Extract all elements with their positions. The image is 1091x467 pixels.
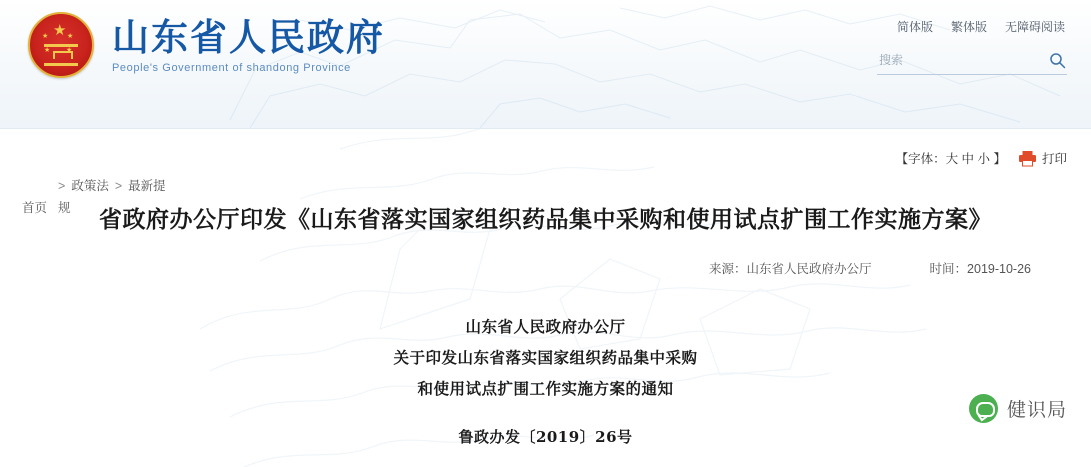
site-title-en: People's Government of shandong Province [112, 62, 351, 75]
search-box[interactable] [877, 46, 1067, 75]
site-brand[interactable] [28, 12, 385, 78]
breadcrumb [22, 175, 192, 215]
link-traditional[interactable]: 繁体版 [950, 20, 987, 34]
link-simplified[interactable]: 简体版 [896, 20, 933, 34]
printer-icon[interactable] [1018, 150, 1037, 167]
article-meta [709, 259, 1031, 277]
breadcrumb-item-policy[interactable]: 政策法 [71, 179, 109, 193]
search-icon[interactable] [1047, 50, 1067, 70]
breadcrumb-item-tail: 规 [58, 201, 71, 215]
emblem-star-3: ★ [44, 47, 51, 54]
font-size-toolbar [896, 149, 1067, 167]
page-title: 省政府办公厅印发《山东省落实国家组织药品集中采购和使用试点扩围工作实施方案》 [99, 206, 992, 233]
body-line-1: 山东省人民政府办公厅 [465, 317, 626, 336]
watermark-label: 健识局 [1006, 399, 1067, 421]
site-title-cn: 山东省人民政府 [112, 14, 385, 59]
body-line-3: 和使用试点扩围工作实施方案的通知 [417, 379, 674, 398]
document-number: 鲁政办发〔2019〕26号 [458, 428, 633, 446]
site-header [0, 0, 1091, 129]
print-button[interactable]: 打印 [1041, 152, 1067, 166]
body-line-2: 关于印发山东省落实国家组织药品集中采购 [393, 348, 698, 367]
search-input[interactable] [877, 52, 1031, 68]
article-body [0, 311, 1091, 447]
emblem-star-large: ★ [53, 22, 67, 39]
emblem-star-1: ★ [42, 33, 49, 40]
breadcrumb-item-latest[interactable]: 最新提 [128, 179, 166, 193]
national-emblem-icon [28, 12, 94, 78]
header-link-group [897, 18, 1065, 35]
breadcrumb-separator-1: > [58, 179, 66, 193]
font-size-label[interactable]: 【字体：大 中 小 】 [895, 152, 1006, 166]
leaf-circle-icon [969, 394, 998, 423]
emblem-star-2: ★ [67, 33, 74, 40]
link-accessibility[interactable]: 无障碍阅读 [1004, 20, 1065, 34]
emblem-gate-shape [44, 44, 78, 66]
brand-text [112, 16, 385, 75]
emblem-star-4: ★ [66, 47, 73, 54]
breadcrumb-separator-2: > [114, 179, 123, 193]
watermark-badge [969, 394, 1067, 423]
article-time: 时间：2019-10-26 [929, 262, 1031, 276]
article-source: 来源：山东省人民政府办公厅 [709, 262, 872, 276]
breadcrumb-item-home[interactable]: 首页 [22, 201, 48, 215]
article-page [0, 129, 1091, 467]
